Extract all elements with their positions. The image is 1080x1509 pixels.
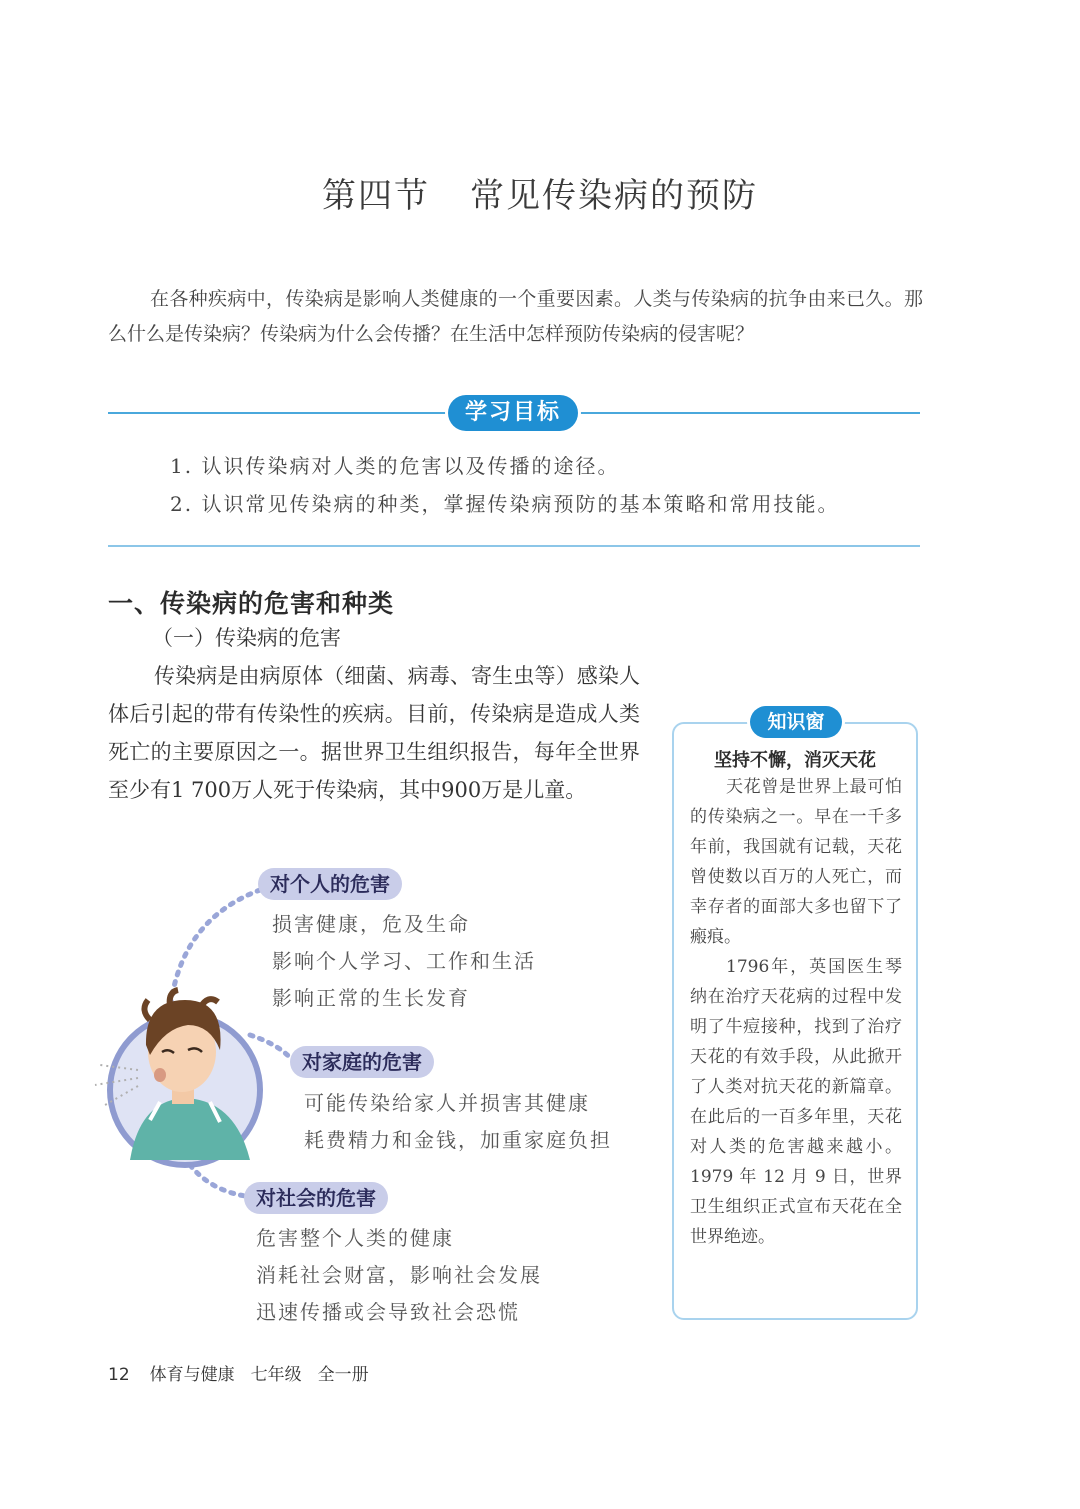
harm-personal-tag: 对个人的危害	[258, 868, 402, 900]
knowledge-title: 坚持不懈，消灭天花	[714, 750, 876, 771]
knowledge-paragraph: 1796年，英国医生琴纳在治疗天花病的过程中发明了牛痘接种，找到了治疗天花的有效手段，从此掀开了人类对抗天花的新篇章。在此后的一百多年里，天花对人类的危害越来越小。1979 年 12 月 9 日，世界卫生组织正式宣布天花在全世界绝迹。	[690, 957, 902, 1247]
harm-family-item: 耗费精力和金钱，加重家庭负担	[304, 1128, 612, 1152]
goals-badge: 学习目标	[448, 395, 578, 431]
harm-society-item: 危害整个人类的健康	[256, 1226, 454, 1250]
footer-volume: 全一册	[317, 1365, 369, 1385]
section-number: 第四节	[322, 176, 430, 216]
page-number: 12	[108, 1365, 130, 1385]
knowledge-body	[690, 772, 902, 1252]
harm-society-item: 迅速传播或会导致社会恐慌	[256, 1300, 520, 1324]
goal-item: 1. 认识传染病对人类的危害以及传播的途径。	[170, 454, 620, 478]
goal-item: 2. 认识常见传染病的种类，掌握传染病预防的基本策略和常用技能。	[170, 492, 840, 516]
section-name: 常见传染病的预防	[470, 176, 758, 216]
knowledge-paragraph: 天花曾是世界上最可怕的传染病之一。早在一千多年前，我国就有记载，天花曾使数以百万的人死亡，而幸存者的面部大多也留下了瘢痕。	[690, 777, 902, 947]
footer-grade: 七年级	[250, 1365, 302, 1385]
subsection-heading: （一）传染病的危害	[152, 626, 341, 650]
harm-family-item: 可能传染给家人并损害其健康	[304, 1091, 590, 1115]
harm-family-tag: 对家庭的危害	[290, 1046, 434, 1078]
body-paragraph: 传染病是由病原体（细菌、病毒、寄生虫等）感染人体后引起的带有传染性的疾病。目前，传染病是造成人类死亡的主要原因之一。据世界卫生组织报告，每年全世界至少有1 700万人死于传染病，其中900万是儿童。	[108, 664, 640, 802]
section-heading: 一、传染病的危害和种类	[108, 589, 395, 618]
harm-personal-item: 损害健康，危及生命	[272, 912, 470, 936]
harm-society-tag: 对社会的危害	[244, 1182, 388, 1214]
knowledge-badge: 知识窗	[750, 706, 842, 738]
page-title	[0, 168, 1080, 217]
goals-divider-bottom	[108, 545, 920, 547]
harm-personal-item: 影响正常的生长发育	[272, 986, 470, 1010]
connector-family	[250, 1035, 292, 1060]
footer-subject: 体育与健康	[149, 1365, 235, 1385]
intro-paragraph: 在各种疾病中，传染病是影响人类健康的一个重要因素。人类与传染病的抗争由来已久。那么什么是传染病？传染病为什么会传播？在生活中怎样预防传染病的侵害呢？	[108, 288, 923, 345]
connector-personal	[170, 890, 260, 1010]
harm-society-item: 消耗社会财富，影响社会发展	[256, 1263, 542, 1287]
page-footer	[108, 1360, 385, 1385]
harm-personal-item: 影响个人学习、工作和生活	[272, 949, 536, 973]
connector-society	[190, 1165, 245, 1196]
